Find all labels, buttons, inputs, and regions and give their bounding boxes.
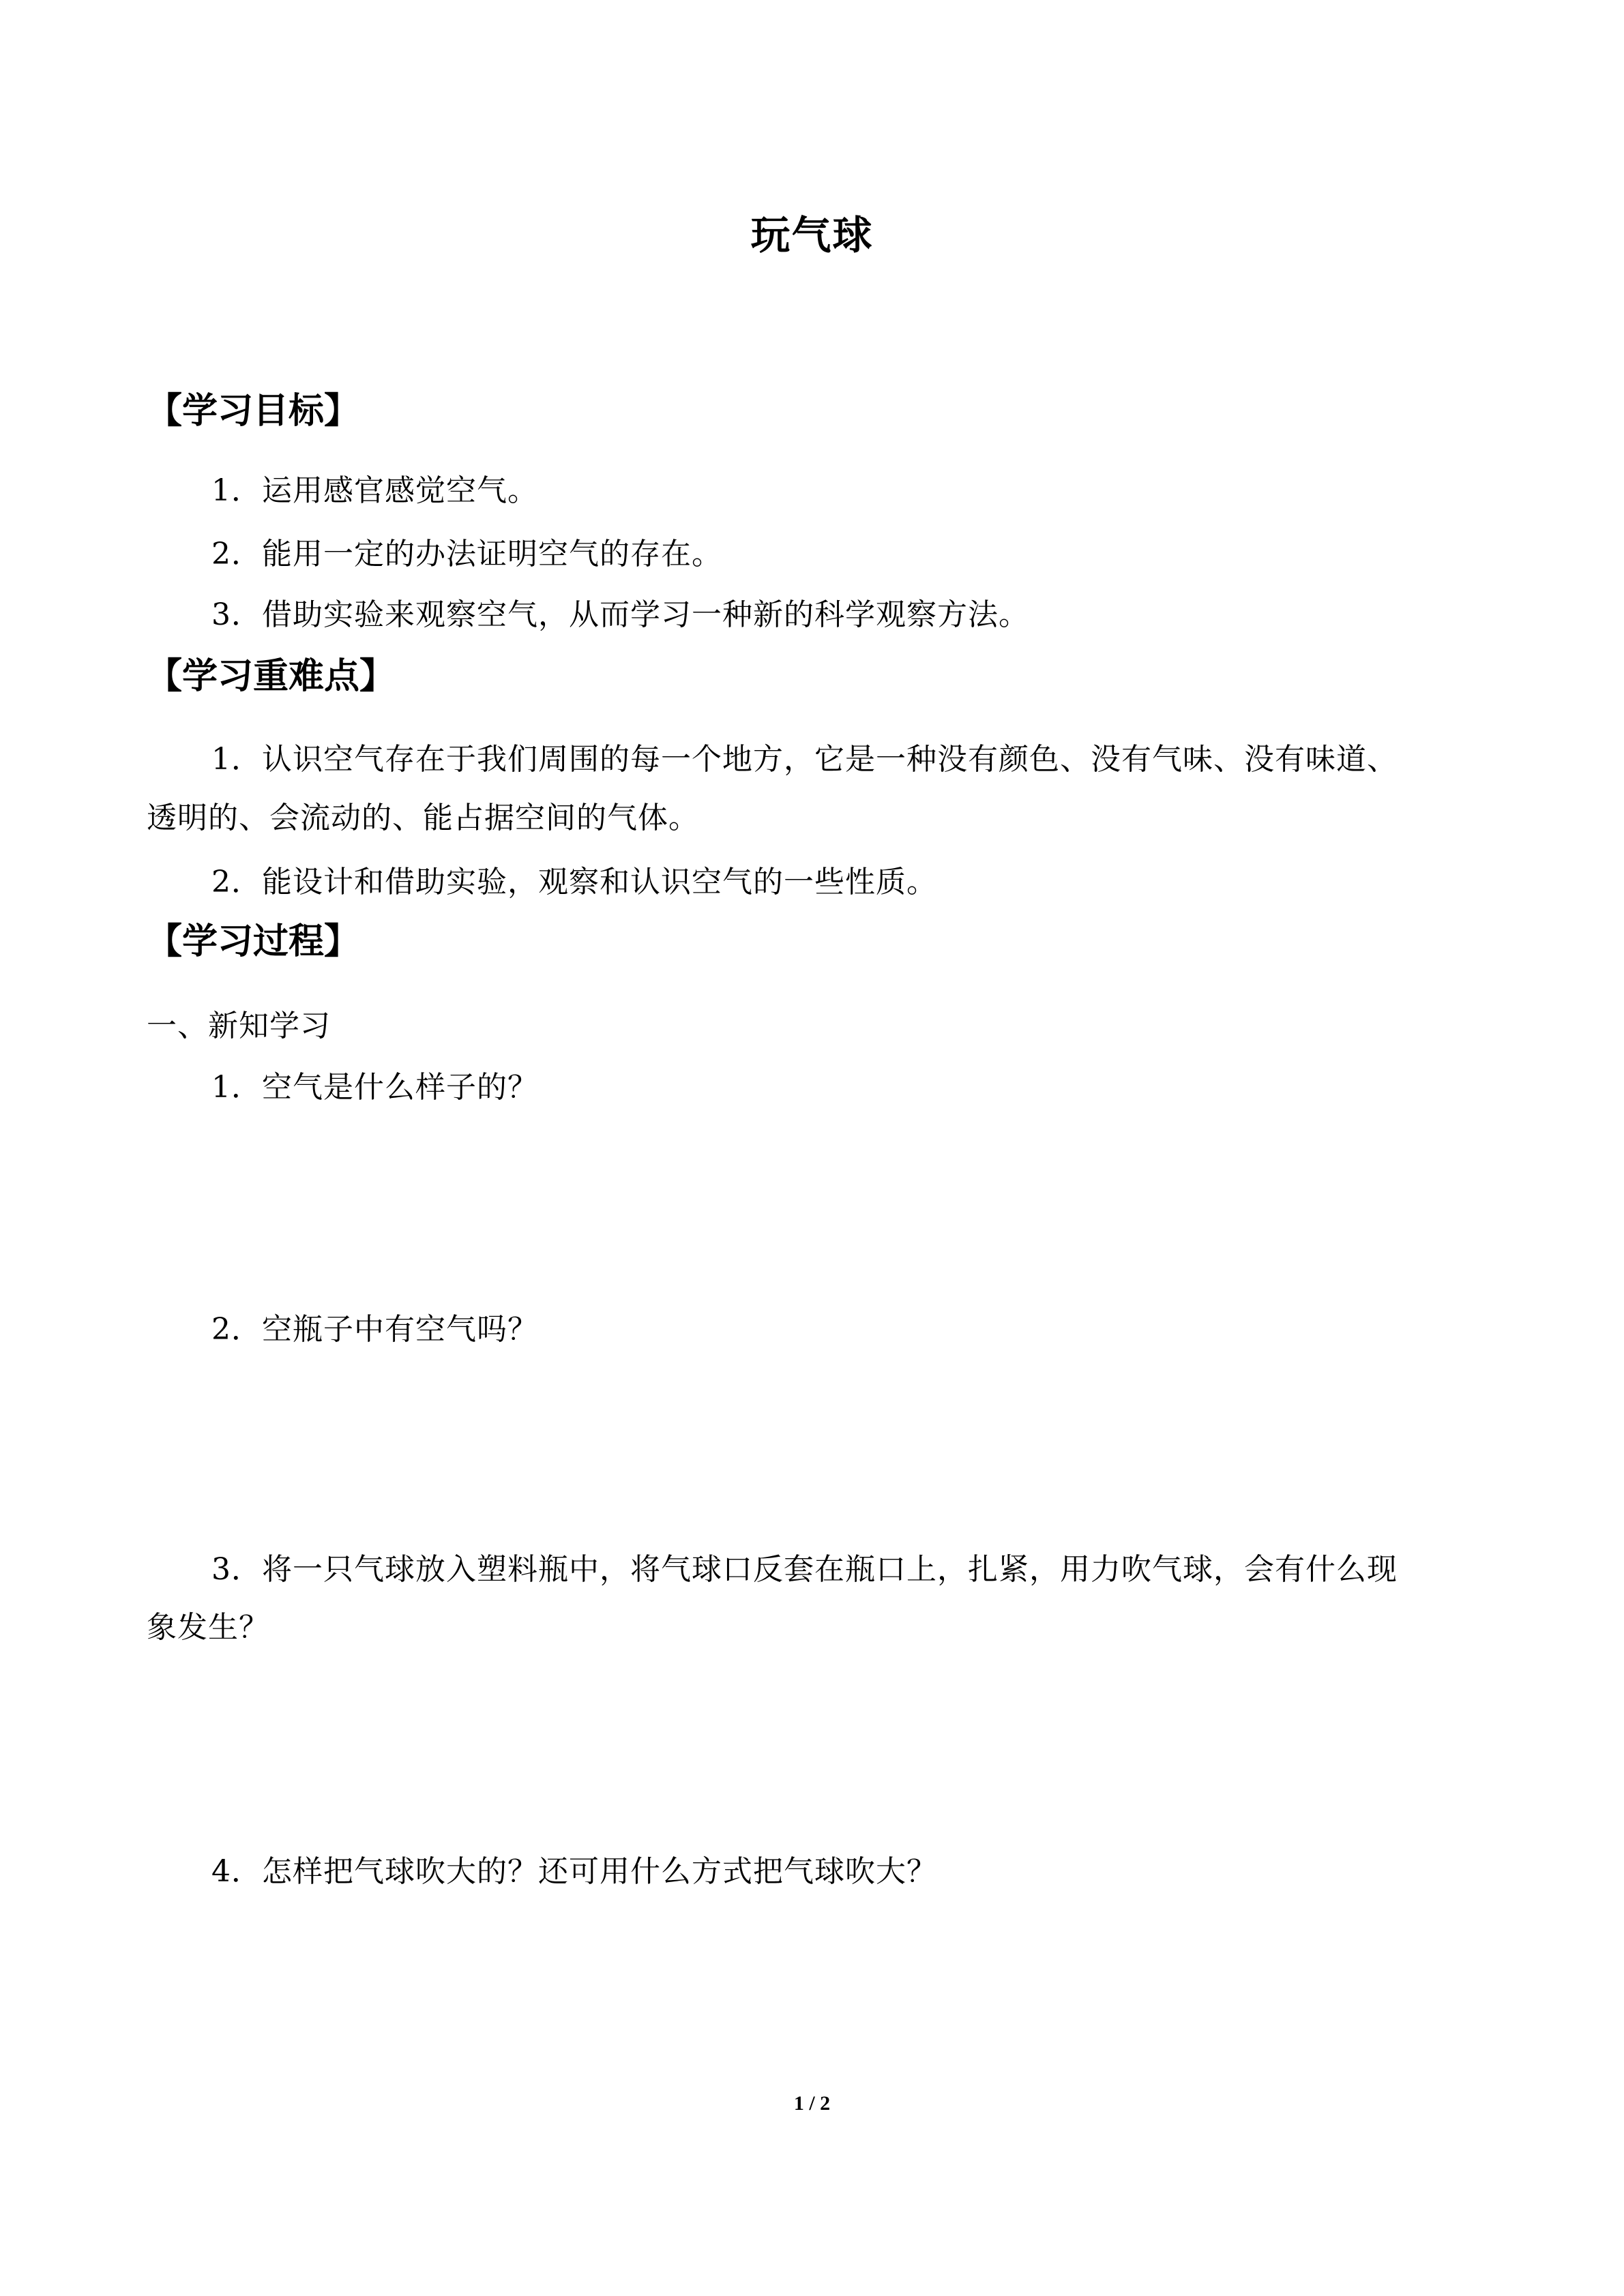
subheading-new-knowledge: 一、新知学习 [147, 1009, 331, 1043]
goal-item-2: 2．能用一定的办法证明空气的存在。 [211, 537, 722, 571]
goal-item-3: 3．借助实验来观察空气，从而学习一种新的科学观察方法。 [211, 597, 1029, 632]
page-title: 玩气球 [750, 212, 874, 258]
question-4: 4．怎样把气球吹大的？还可用什么方式把气球吹大？ [211, 1854, 937, 1889]
key-point-1-line-1: 1．认识空气存在于我们周围的每一个地方，它是一种没有颜色、没有气味、没有味道、 [211, 742, 1398, 777]
section-heading-key-points: 【学习重难点】 [147, 656, 396, 697]
question-3-line-2: 象发生？ [147, 1610, 269, 1645]
question-1: 1．空气是什么样子的？ [211, 1070, 538, 1105]
question-2: 2．空瓶子中有空气吗？ [211, 1312, 538, 1347]
goal-item-1: 1．运用感官感觉空气。 [211, 473, 538, 508]
question-3-line-1: 3．将一只气球放入塑料瓶中，将气球口反套在瓶口上，扎紧，用力吹气球，会有什么现 [211, 1552, 1398, 1587]
section-heading-goals: 【学习目标】 [147, 391, 360, 432]
key-point-2: 2．能设计和借助实验，观察和认识空气的一些性质。 [211, 865, 937, 899]
page-number: 1 / 2 [793, 2092, 831, 2115]
key-point-1-line-2: 透明的、会流动的、能占据空间的气体。 [147, 801, 699, 835]
section-heading-process: 【学习过程】 [147, 921, 360, 962]
